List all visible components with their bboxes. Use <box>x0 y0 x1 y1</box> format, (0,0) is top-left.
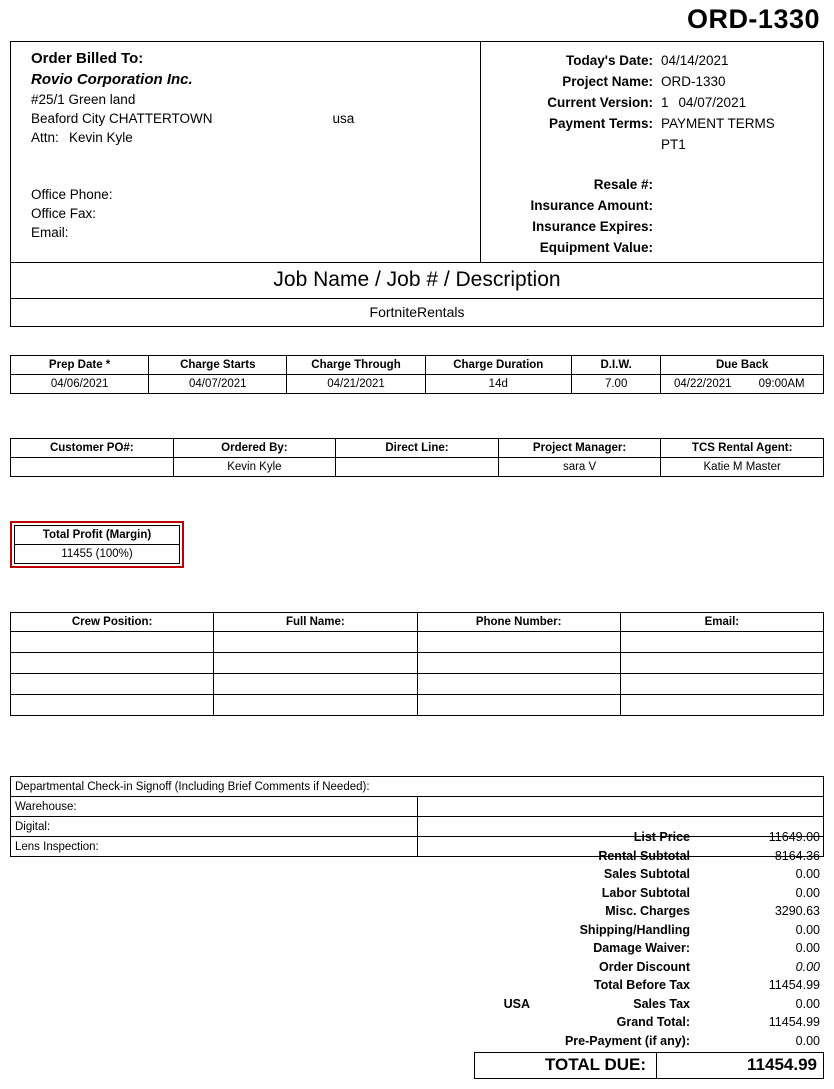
billed-spacer <box>11 147 480 185</box>
contacts-header-cell: Ordered By: <box>173 439 336 458</box>
totals-row <box>474 902 824 921</box>
totals-label: List Price <box>633 830 690 844</box>
order-info-value <box>661 238 813 257</box>
totals-prefix <box>474 976 536 995</box>
attn-value: Kevin Kyle <box>69 130 133 145</box>
contacts-value-cell: Katie M Master <box>661 458 824 477</box>
totals-label: Misc. Charges <box>605 904 690 918</box>
totals-prefix <box>474 865 536 884</box>
charge-header-cell: D.I.W. <box>571 356 660 375</box>
order-info-value: PT1 <box>661 137 686 152</box>
order-info-label: Project Name: <box>562 74 653 89</box>
totals-label: Sales Tax <box>633 996 690 1011</box>
order-info-value: 1 <box>661 95 669 110</box>
signoff-label: Warehouse: <box>11 797 418 817</box>
totals-row <box>474 921 824 940</box>
order-info-label: Insurance Expires: <box>532 219 653 234</box>
contacts-value-cell <box>11 458 174 477</box>
order-info-row <box>481 92 813 113</box>
crew-cell[interactable] <box>214 674 417 695</box>
billed-to-address2-row <box>11 109 480 128</box>
totals-amount: 3290.63 <box>774 904 820 918</box>
order-info-row <box>481 50 813 71</box>
signoff-value[interactable] <box>417 797 824 817</box>
totals-row <box>474 1013 824 1032</box>
crew-cell[interactable] <box>214 632 417 653</box>
job-band-value: FortniteRentals <box>11 298 823 326</box>
contacts-header-cell: TCS Rental Agent: <box>661 439 824 458</box>
header-block <box>10 41 824 263</box>
totals-amount: 11454.99 <box>768 978 820 992</box>
attn-label: Attn: <box>31 130 59 145</box>
totals-amount: 0.00 <box>795 941 820 955</box>
totals-row <box>474 828 824 847</box>
signoff-label: Digital: <box>11 817 418 837</box>
spacer <box>0 477 834 521</box>
crew-cell[interactable] <box>214 653 417 674</box>
billed-to-attn-row <box>11 128 480 147</box>
contacts-header-cell: Project Manager: <box>498 439 661 458</box>
charge-value-cell: 04/07/2021 <box>149 375 287 394</box>
table-header-row <box>11 613 824 632</box>
order-info-value: PAYMENT TERMS <box>661 116 775 131</box>
office-phone-label: Office Phone: <box>31 187 113 202</box>
table-header-row <box>11 439 824 458</box>
crew-cell[interactable] <box>417 632 620 653</box>
totals-row <box>474 995 824 1014</box>
job-band-title: Job Name / Job # / Description <box>273 268 561 291</box>
billed-to-company: Rovio Corporation Inc. <box>31 71 193 88</box>
table-row <box>11 458 824 477</box>
totals-prefix <box>474 902 536 921</box>
spacer <box>0 327 834 355</box>
total-profit-box <box>10 521 184 568</box>
order-info-value: ORD-1330 <box>661 74 726 89</box>
totals-label: Total Before Tax <box>593 978 690 992</box>
totals-row <box>474 976 824 995</box>
order-info-row <box>481 174 813 195</box>
totals-amount: 0.00 <box>795 885 820 900</box>
contacts-value-cell: sara V <box>498 458 661 477</box>
crew-cell[interactable] <box>11 695 214 716</box>
totals-prefix <box>474 847 536 866</box>
crew-header-cell: Full Name: <box>214 613 417 632</box>
contacts-value-cell <box>336 458 499 477</box>
spacer <box>0 760 834 776</box>
charge-table <box>10 355 824 394</box>
signoff-header: Departmental Check-in Signoff (Including Brief Comments if Needed): <box>11 777 824 797</box>
contacts-header-cell: Direct Line: <box>336 439 499 458</box>
totals-label: Order Discount <box>599 959 690 974</box>
order-info-value <box>661 217 813 236</box>
charge-header-cell: Charge Through <box>287 356 425 375</box>
totals-label: Labor Subtotal <box>601 885 690 900</box>
totals-row <box>474 865 824 884</box>
order-info-row <box>481 113 813 134</box>
signoff-label: Lens Inspection: <box>11 837 418 857</box>
totals-prefix <box>474 958 536 977</box>
order-info-label: Payment Terms: <box>548 116 653 131</box>
charge-header-cell: Prep Date * <box>11 356 149 375</box>
totals-prefix <box>474 828 536 847</box>
crew-cell[interactable] <box>417 695 620 716</box>
table-row <box>11 653 824 674</box>
order-info-row <box>481 71 813 92</box>
table-row <box>11 674 824 695</box>
totals-section <box>474 828 824 1079</box>
crew-cell[interactable] <box>417 653 620 674</box>
contacts-header-cell: Customer PO#: <box>11 439 174 458</box>
crew-cell[interactable] <box>11 674 214 695</box>
totals-prefix <box>474 884 536 903</box>
total-profit-value: 11455 (100%) <box>15 545 180 564</box>
totals-amount: 0.00 <box>795 996 820 1011</box>
order-info-row <box>481 216 813 237</box>
crew-cell[interactable] <box>214 695 417 716</box>
charge-header-cell: Charge Duration <box>425 356 571 375</box>
order-info-label: Today's Date: <box>566 53 653 68</box>
totals-row <box>474 847 824 866</box>
crew-cell[interactable] <box>620 632 823 653</box>
crew-cell[interactable] <box>620 695 823 716</box>
totals-prefix <box>474 939 536 958</box>
due-back-date: 04/22/2021 <box>673 378 732 390</box>
spacer <box>0 394 834 438</box>
crew-cell[interactable] <box>417 674 620 695</box>
order-info-row <box>481 134 813 155</box>
table-row <box>11 632 824 653</box>
crew-cell[interactable] <box>11 632 214 653</box>
totals-row <box>474 939 824 958</box>
totals-label: Sales Subtotal <box>603 867 690 881</box>
job-band <box>10 263 824 327</box>
totals-label: Rental Subtotal <box>598 848 690 863</box>
order-info-value-extra: 04/07/2021 <box>678 95 747 110</box>
table-row <box>11 797 824 817</box>
crew-header-cell: Email: <box>620 613 823 632</box>
order-info-label: Current Version: <box>547 95 653 110</box>
charge-header-cell: Charge Starts <box>149 356 287 375</box>
totals-label: Pre-Payment (if any): <box>564 1033 690 1048</box>
office-fax-label: Office Fax: <box>31 206 97 221</box>
billed-to-title: Order Billed To: <box>31 50 144 67</box>
table-row <box>11 695 824 716</box>
crew-cell[interactable] <box>11 653 214 674</box>
charge-header-cell: Due Back <box>661 356 824 375</box>
totals-label: Damage Waiver: <box>593 941 690 955</box>
totals-amount: 8164.36 <box>774 848 820 863</box>
contacts-table <box>10 438 824 477</box>
order-info-value: 04/14/2021 <box>661 53 729 68</box>
totals-label: Shipping/Handling <box>579 922 690 937</box>
spacer <box>0 716 834 760</box>
due-back-cell <box>661 375 824 394</box>
crew-header-cell: Crew Position: <box>11 613 214 632</box>
totals-amount: 0.00 <box>795 1033 820 1048</box>
total-due-label: TOTAL DUE: <box>475 1053 657 1078</box>
totals-prefix <box>474 1032 536 1051</box>
totals-row <box>474 884 824 903</box>
order-info-label: Equipment Value: <box>539 240 653 255</box>
table-row <box>15 545 180 564</box>
billed-to-address1: #25/1 Green land <box>31 92 136 107</box>
table-header-row <box>11 777 824 797</box>
total-profit-table <box>14 525 180 564</box>
due-back-time: 09:00AM <box>758 378 805 390</box>
crew-table <box>10 612 824 716</box>
order-info-value <box>661 196 813 215</box>
order-info-label: Resale #: <box>593 177 653 192</box>
page-title: ORD-1330 <box>686 4 820 34</box>
charge-value-cell: 14d <box>425 375 571 394</box>
charge-value-cell: 04/21/2021 <box>287 375 425 394</box>
totals-amount: 11454.99 <box>768 1015 820 1029</box>
contacts-value-cell: Kevin Kyle <box>173 458 336 477</box>
billed-to-section <box>11 42 481 262</box>
totals-amount: 0.00 <box>795 959 820 974</box>
totals-amount: 0.00 <box>795 867 820 881</box>
totals-row <box>474 1032 824 1051</box>
totals-amount: 11649.00 <box>768 830 820 844</box>
crew-cell[interactable] <box>620 653 823 674</box>
totals-prefix: USA <box>503 996 530 1011</box>
totals-prefix <box>474 921 536 940</box>
order-info-label <box>481 135 661 154</box>
order-info-section <box>481 42 823 262</box>
order-info-value <box>661 175 813 194</box>
billed-to-country: usa <box>332 111 355 126</box>
crew-cell[interactable] <box>620 674 823 695</box>
charge-value-cell: 04/06/2021 <box>11 375 149 394</box>
order-info-label: Insurance Amount: <box>530 198 653 213</box>
billed-to-address2: Beaford City CHATTERTOWN <box>31 111 213 126</box>
total-due-row <box>474 1052 824 1079</box>
totals-row <box>474 958 824 977</box>
total-due-amount: 11454.99 <box>747 1055 817 1074</box>
order-info-value-wrap <box>661 93 813 112</box>
crew-header-cell: Phone Number: <box>417 613 620 632</box>
table-row <box>11 375 824 394</box>
email-label: Email: <box>31 225 69 240</box>
table-header-row <box>11 356 824 375</box>
charge-value-cell: 7.00 <box>571 375 660 394</box>
order-info-row <box>481 237 813 258</box>
order-info-row <box>481 195 813 216</box>
spacer <box>0 568 834 612</box>
total-profit-header: Total Profit (Margin) <box>15 526 180 545</box>
order-info-spacer <box>481 155 813 174</box>
totals-amount: 0.00 <box>795 922 820 937</box>
totals-label: Grand Total: <box>616 1015 690 1029</box>
totals-prefix <box>474 1013 536 1032</box>
table-header-row <box>15 526 180 545</box>
